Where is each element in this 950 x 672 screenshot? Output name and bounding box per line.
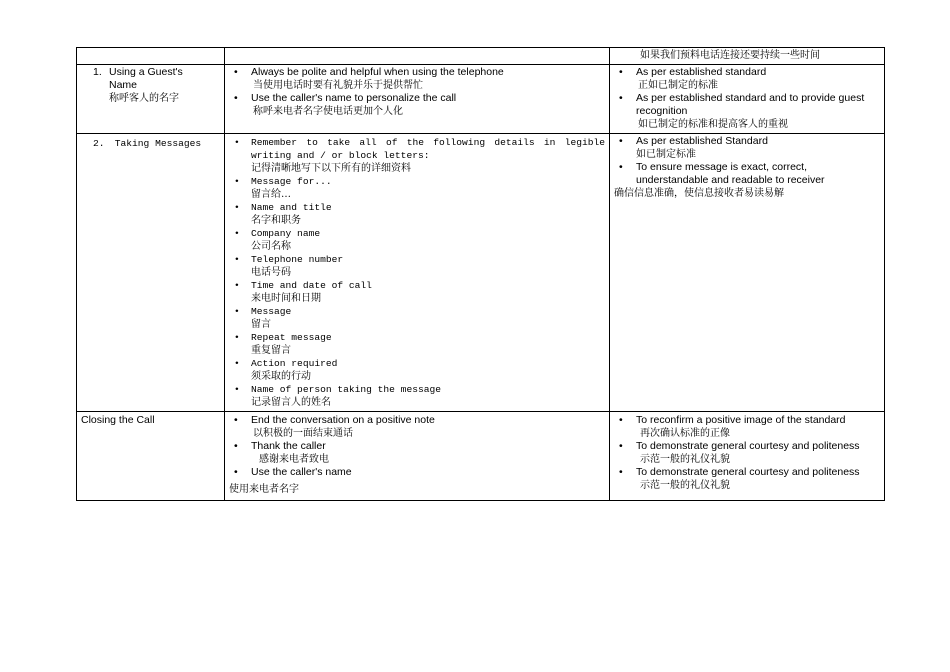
- procedure-zh: 当使用电话时要有礼貌并乐于提供帮忙: [253, 80, 423, 91]
- bullet-icon: •: [234, 466, 238, 478]
- procedure-en: Thank the caller: [251, 440, 326, 452]
- bullet-icon: •: [234, 202, 240, 213]
- procedure-item: [229, 136, 605, 162]
- procedure-zh: 重复留言: [251, 345, 291, 356]
- standard-item: [614, 135, 880, 148]
- standard-en: To demonstrate general courtesy and politeness: [636, 440, 860, 452]
- bullet-icon: •: [234, 440, 238, 452]
- standard-item: [614, 66, 880, 79]
- cell-task: [77, 65, 225, 134]
- standard-en: To reconfirm a positive image of the standard: [636, 414, 846, 426]
- procedure-item: [229, 66, 605, 79]
- standard-item: [614, 466, 880, 479]
- cell-standard: [610, 65, 885, 134]
- table-row: [77, 65, 885, 134]
- procedure-en: Use the caller's name: [251, 466, 352, 478]
- cell-standard: [610, 48, 885, 65]
- bullet-icon: •: [619, 440, 623, 452]
- procedure-en: Message for...: [251, 176, 332, 187]
- task-title: Closing the Call: [81, 414, 155, 426]
- procedure-zh: 电话号码: [251, 267, 291, 278]
- procedure-en: Company name: [251, 228, 321, 239]
- procedure-en: End the conversation on a positive note: [251, 414, 435, 426]
- procedure-zh: 使用来电者名字: [229, 484, 299, 495]
- procedure-zh: 来电时间和日期: [251, 293, 321, 304]
- task-title: Taking Messages: [114, 138, 202, 149]
- procedure-en: Remember to take all of the following details in legible writing and / or block letters:: [251, 137, 605, 161]
- procedure-zh: 感谢来电者致电: [259, 454, 329, 465]
- cell-procedure: [225, 412, 610, 501]
- procedure-en: Name of person taking the message: [251, 384, 441, 395]
- standard-en: As per established standard and to provide guest recognition: [636, 92, 865, 117]
- procedure-item: [229, 227, 605, 240]
- task-number: 2.: [93, 138, 105, 149]
- procedure-item: [229, 357, 605, 370]
- procedure-zh: 记录留言人的姓名: [251, 397, 331, 408]
- standard-en: To ensure message is exact, correct, understandable and readable to receiver: [636, 161, 825, 186]
- standard-item: [614, 92, 880, 118]
- procedure-zh: 公司名称: [251, 241, 291, 252]
- task-title-zh: 称呼客人的名字: [109, 93, 179, 104]
- standard-item: [614, 440, 880, 453]
- standard-item: [614, 161, 880, 187]
- bullet-icon: •: [234, 176, 240, 187]
- procedure-item: [229, 331, 605, 344]
- procedure-zh: 留言给…: [251, 189, 291, 200]
- bullet-icon: •: [234, 414, 238, 426]
- cell-procedure: [225, 134, 610, 412]
- procedure-en: Always be polite and helpful when using the telephone: [251, 66, 504, 78]
- procedure-item: [229, 466, 605, 479]
- bullet-icon: •: [234, 332, 240, 343]
- standard-zh: 如果我们预料电话连接还要持续一些时间: [640, 50, 820, 61]
- procedure-zh: 须采取的行动: [251, 371, 311, 382]
- cell-standard: [610, 412, 885, 501]
- standard-en: To demonstrate general courtesy and politeness: [636, 466, 860, 478]
- standard-zh: 正如已制定的标准: [638, 80, 718, 91]
- procedure-item: [229, 201, 605, 214]
- cell-task: [77, 412, 225, 501]
- procedure-item: [229, 414, 605, 427]
- procedure-item: [229, 253, 605, 266]
- standard-en: As per established standard: [636, 66, 767, 78]
- task-title: [93, 66, 220, 79]
- cell-task: [77, 134, 225, 412]
- procedure-item: [229, 92, 605, 105]
- procedure-en: Repeat message: [251, 332, 332, 343]
- table-row: [77, 134, 885, 412]
- procedure-zh: 留言: [251, 319, 271, 330]
- bullet-icon: •: [619, 466, 623, 478]
- procedure-table: [76, 47, 885, 501]
- standard-zh: 如已制定的标准和提高客人的重视: [638, 119, 788, 130]
- task-title-en-2: Name: [109, 79, 138, 91]
- bullet-icon: •: [234, 137, 240, 148]
- procedure-en: Use the caller's name to personalize the call: [251, 92, 457, 104]
- bullet-icon: •: [234, 358, 240, 369]
- bullet-icon: •: [619, 135, 623, 147]
- procedure-zh: 以积极的一面结束通话: [253, 428, 353, 439]
- bullet-icon: •: [619, 92, 623, 104]
- bullet-icon: •: [234, 254, 240, 265]
- standard-zh: 如已制定标准: [636, 149, 696, 160]
- task-number: 1.: [93, 66, 102, 78]
- procedure-item: [229, 440, 605, 453]
- cell-standard: [610, 134, 885, 412]
- procedure-item: [229, 305, 605, 318]
- bullet-icon: •: [234, 92, 238, 104]
- procedure-en: Name and title: [251, 202, 332, 213]
- standard-en: As per established Standard: [636, 135, 768, 147]
- standard-zh: 示范一般的礼仪礼貌: [640, 480, 730, 491]
- procedure-en: Message: [251, 306, 292, 317]
- procedure-en: Action required: [251, 358, 338, 369]
- task-title-en: Using a Guest's: [109, 66, 183, 78]
- procedure-zh: 称呼来电者名字使电话更加个人化: [253, 106, 403, 117]
- bullet-icon: •: [234, 228, 240, 239]
- bullet-icon: •: [234, 280, 240, 291]
- procedure-item: [229, 279, 605, 292]
- cell-empty: [77, 48, 225, 65]
- bullet-icon: •: [234, 66, 238, 78]
- procedure-en: Time and date of call: [251, 280, 372, 291]
- standard-zh: 再次确认标准的正像: [640, 428, 730, 439]
- standard-zh: 确信信息准确，使信息接收者易读易解: [614, 188, 784, 199]
- bullet-icon: •: [619, 414, 623, 426]
- procedure-zh: 名字和职务: [251, 215, 301, 226]
- standard-zh: 示范一般的礼仪礼貌: [640, 454, 730, 465]
- bullet-icon: •: [619, 66, 623, 78]
- bullet-icon: •: [619, 161, 623, 173]
- procedure-item: [229, 383, 605, 396]
- table-row: [77, 412, 885, 501]
- cell-empty: [225, 48, 610, 65]
- procedure-zh: 记得清晰地写下以下所有的详细资料: [251, 163, 411, 174]
- cell-procedure: [225, 65, 610, 134]
- procedure-item: [229, 175, 605, 188]
- table-row: [77, 48, 885, 65]
- bullet-icon: •: [234, 384, 240, 395]
- standard-item: [614, 414, 880, 427]
- bullet-icon: •: [234, 306, 240, 317]
- procedure-en: Telephone number: [251, 254, 344, 265]
